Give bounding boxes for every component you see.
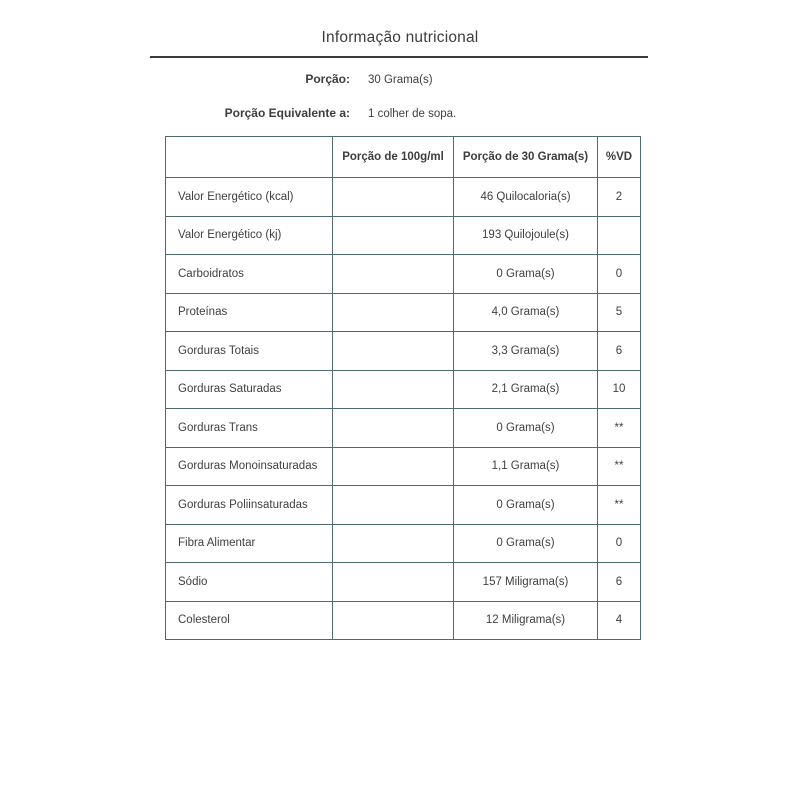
portion-value: 30 Grama(s) [368,74,433,86]
per-100g-cell [333,601,454,640]
vd-percent-cell: ** [598,447,641,486]
nutrient-name-cell: Proteínas [166,293,333,332]
vd-percent-cell: ** [598,409,641,448]
vd-percent-cell: ** [598,486,641,525]
portion-label: Porção: [305,72,350,86]
vd-percent-cell: 0 [598,524,641,563]
table-row [166,332,641,371]
vd-percent-cell: 5 [598,293,641,332]
per-100g-cell [333,486,454,525]
per-serving-cell: 4,0 Grama(s) [454,293,598,332]
header-vd-percent: %VD [598,137,641,178]
per-100g-cell [333,409,454,448]
per-100g-cell [333,293,454,332]
per-100g-cell [333,370,454,409]
per-serving-cell: 0 Grama(s) [454,486,598,525]
per-serving-cell: 193 Quilojoule(s) [454,216,598,255]
portion-equivalent-value: 1 colher de sopa. [368,108,457,120]
per-serving-cell: 46 Quilocaloria(s) [454,178,598,217]
table-row [166,486,641,525]
portion-equivalent-label: Porção Equivalente a: [224,106,350,120]
per-serving-cell: 0 Grama(s) [454,409,598,448]
table-row [166,524,641,563]
table-row [166,409,641,448]
nutrient-name-cell: Gorduras Trans [166,409,333,448]
table-row [166,447,641,486]
per-100g-cell [333,563,454,602]
table-row [166,293,641,332]
vd-percent-cell: 2 [598,178,641,217]
nutrition-table-body [166,178,641,640]
title-divider [150,56,648,58]
vd-percent-cell: 4 [598,601,641,640]
table-row [166,370,641,409]
portion-equivalent-line [150,106,456,120]
page-title: Informação nutricional [321,29,479,46]
table-row [166,255,641,294]
vd-percent-cell: 6 [598,563,641,602]
per-serving-cell: 0 Grama(s) [454,255,598,294]
per-100g-cell [333,216,454,255]
nutrient-name-cell: Valor Energético (kj) [166,216,333,255]
per-serving-cell: 2,1 Grama(s) [454,370,598,409]
nutrient-name-cell: Gorduras Poliinsaturadas [166,486,333,525]
header-nutrient [166,137,333,178]
header-per-100g: Porção de 100g/ml [333,137,454,178]
nutrient-name-cell: Gorduras Saturadas [166,370,333,409]
vd-percent-cell: 6 [598,332,641,371]
nutrient-name-cell: Fibra Alimentar [166,524,333,563]
nutrition-table [165,136,641,640]
nutrient-name-cell: Colesterol [166,601,333,640]
vd-percent-cell: 10 [598,370,641,409]
per-serving-cell: 12 Miligrama(s) [454,601,598,640]
per-serving-cell: 1,1 Grama(s) [454,447,598,486]
per-serving-cell: 157 Miligrama(s) [454,563,598,602]
table-row [166,601,641,640]
table-row [166,216,641,255]
nutrient-name-cell: Gorduras Monoinsaturadas [166,447,333,486]
nutrient-name-cell: Valor Energético (kcal) [166,178,333,217]
table-row [166,178,641,217]
nutrient-name-cell: Carboidratos [166,255,333,294]
nutrient-name-cell: Gorduras Totais [166,332,333,371]
nutrient-name-cell: Sódio [166,563,333,602]
per-100g-cell [333,332,454,371]
per-100g-cell [333,524,454,563]
portion-line [150,72,433,86]
per-100g-cell [333,178,454,217]
vd-percent-cell: 0 [598,255,641,294]
table-header-row [166,137,641,178]
per-serving-cell: 3,3 Grama(s) [454,332,598,371]
table-row [166,563,641,602]
per-serving-cell: 0 Grama(s) [454,524,598,563]
per-100g-cell [333,255,454,294]
header-per-serving: Porção de 30 Grama(s) [454,137,598,178]
per-100g-cell [333,447,454,486]
vd-percent-cell [598,216,641,255]
